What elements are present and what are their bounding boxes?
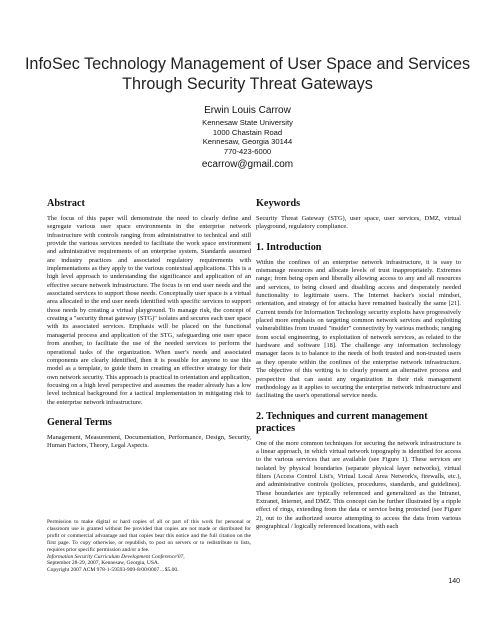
keywords-text: Security Threat Gateway (STG), user space, user services, DMZ, virtual playground, regulatory compliance.: [256, 215, 461, 231]
author-affiliation-line: Kennesaw State University: [202, 118, 293, 127]
abstract-heading: Abstract: [47, 198, 85, 209]
conference-name: Information Security Curriculum Development Conference'07,: [47, 553, 185, 560]
abstract-text: The focus of this paper will demonstrate the need to clearly define and segregate various user space environments in the enterprise network infrastructure with controls ranging from administrative to technical and still provide the various services needed to facilitate the work space environment and administrative requirements of an enterprise system. Standards assumed are industry practices and associated regulatory requirements with implementations as they apply to the various contextual applications. This is a high level approach to understanding the significance and application of an effective secure network infrastructure. The focus is on end user needs and the associated services to support those needs. Conceptually user space is a virtual area allocated to the end user needs identified with specific services to support those needs by creating a virtual playground. To manage risk, the concept of creating a "security threat gateway (STG)" isolates and secures each user space with its associated services. Emphasis will be placed on the functional managerial process and application of the STG, safeguarding one user space from another, to facilitate the use of the needed services to perform the operational tasks of the organization. When user's needs and associated components are clearly identified, then it is possible for anyone to use this model as a template, to guide them in creating an effective strategy for their own network security. This approach is practical in orientation and application, focusing on a high level perspective and assumes the reader already has a low level technical background for a tactical implementation in mitigating risk to the enterprise network infrastructure.: [47, 215, 251, 406]
conference-dates: September 28-29, 2007, Kennesaw, Georgia, USA.: [47, 560, 160, 567]
permission-text: Permission to make digital or hard copies of all or part of this work for personal or classroom use is granted without fee provided that copies are not made or distributed for profit or commercial advantage and that copies bear this notice and the full citation on the first page. To copy otherwise, or republish, to post on servers or to redistribute to lists, requires prior specific permission and/or a fee.: [47, 519, 251, 553]
copyright-line: Copyright 2007 ACM 978-1-59593-909-8/00/0007…$5.00.: [47, 567, 179, 574]
author-block: [100, 104, 395, 171]
author-name: Erwin Louis Carrow: [204, 105, 291, 116]
techniques-heading: 2. Techniques and current management practices: [256, 410, 428, 434]
author-affiliation-line: 1000 Chastain Road: [212, 127, 283, 137]
author-affiliation-line: Kennesaw, Georgia 30144: [202, 137, 293, 146]
author-email: ecarrow@gmail.com: [201, 159, 294, 170]
permission-notice: [47, 519, 251, 574]
right-column: [256, 198, 461, 531]
paper-title: InfoSec Technology Management of User Space and Services Through Security Threat Gateways: [24, 55, 471, 93]
author-affiliation-line: 770-423-6000: [223, 146, 272, 156]
keywords-heading: Keywords: [256, 198, 301, 209]
introduction-heading: 1. Introduction: [256, 241, 322, 253]
general-terms-text: Management, Measurement, Documentation, Performance, Design, Security, Human Factors, Theory, Legal Aspects.: [47, 433, 251, 450]
left-column: [47, 198, 251, 451]
general-terms-heading: General Terms: [47, 416, 112, 428]
techniques-text: One of the more common techniques for securing the network infrastructure is a linear approach, in which virtual network topography is identified for access to the various services that are available (see Figure 1). These services are isolated by physical boundaries (separate physical layer networks), virtual filters (Access Control List's, Virtual Local Area Network's, firewalls, etc.), and administrative controls (policies, procedures, standards, and guidelines). These boundaries are typically referenced and generalized as the Intranet, Extranet, Internet, and DMZ. This concept can be further illustrated by a ripple effect of rings, extending from the data or service being protected (see Figure 2), out to the authorized source attempting to access the data from various geographical / logically referenced locations, with each: [256, 439, 461, 530]
introduction-text: Within the confines of an enterprise network infrastructure, it is easy to mismanage resources and allocate levels of trust inappropriately. Extremes range; from being open and liberally allowing access to any and all resources and services, to being closed and disabling access and desperately needed functionality to legitimate users. The Internet hacker's social mindset, orientation, and strategy of for attacks have remained basically the same [21]. Current trends for Information Technology security exploits have progressively placed more emphasis on targeting common network services and exploiting vulnerabilities from trusted "insider" connectivity by various methods; ranging from social engineering, to exploitation of network services, as related to the hardware and software [18]. The challenge any information technology manager faces is to balance to the needs of both trusted and non-trusted users as they operate within the confines of the enterprise network infrastructure. The objective of this writing is to clearly present an alternative process and perspective that can assist any organization in their risk management methodology as it applies to securing the enterprise network infrastructure and facilitating the user's operational service needs.: [256, 258, 461, 400]
page-number: 140: [448, 578, 460, 585]
